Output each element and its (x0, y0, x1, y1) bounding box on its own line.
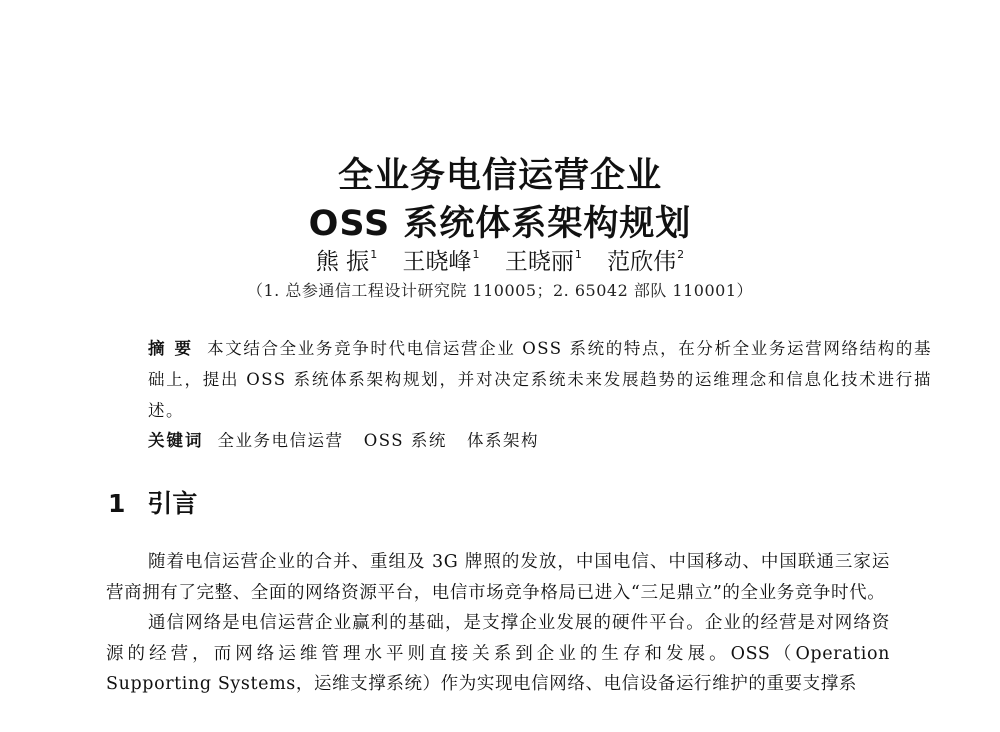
abstract (106, 333, 932, 426)
author-affiliation-mark: 2 (677, 248, 685, 261)
author-list (0, 243, 1000, 276)
keywords-label: 关键词 (148, 431, 204, 450)
author-name: 王晓峰 (402, 249, 472, 275)
section-title: 引言 (147, 489, 198, 518)
author-4 (607, 243, 684, 276)
author-1 (316, 243, 377, 276)
keywords-text: 全业务电信运营 OSS 系统 体系架构 (217, 431, 540, 450)
keywords (148, 425, 932, 456)
author-affiliation-mark: 1 (574, 248, 582, 261)
body-paragraph-2: 通信网络是电信运营企业赢利的基础，是支撑企业发展的硬件平台。企业的经营是对网络资源的经营，而网络运维管理水平则直接关系到企业的生存和发展。OSS（Operation Supporting Systems，运维支撑系统）作为实现电信网络、电信设备运行维护的重要支撑系 (106, 613, 890, 694)
author-3 (505, 243, 582, 276)
author-affiliation-mark: 1 (472, 248, 480, 261)
author-name: 王晓丽 (504, 249, 574, 275)
body-text (106, 547, 890, 700)
affiliations: （1. 总参通信工程设计研究院 110005；2. 65042 部队 110001） (246, 281, 754, 300)
paper-title-line2: OSS 系统体系架构规划 (308, 204, 692, 244)
paper-title-line1: 全业务电信运营企业 (337, 156, 662, 196)
abstract-text: 本文结合全业务竞争时代电信运营企业 OSS 系统的特点，在分析全业务运营网络结构的基础上，提出 OSS 系统体系架构规划，并对决定系统未来发展趋势的运维理念和信息化技术进行描述。 (148, 339, 932, 420)
author-affiliation-mark: 1 (370, 248, 378, 261)
section-heading (108, 484, 197, 520)
author-name: 熊 振 (315, 249, 370, 275)
author-2 (403, 243, 480, 276)
author-name: 范欣伟 (607, 249, 677, 275)
section-number: 1 (108, 489, 126, 518)
body-paragraph-1: 随着电信运营企业的合并、重组及 3G 牌照的发放，中国电信、中国移动、中国联通三家运营商拥有了完整、全面的网络资源平台，电信市场竞争格局已进入“三足鼎立”的全业务竞争时代。 (106, 552, 890, 603)
abstract-label: 摘 要 (148, 339, 194, 358)
